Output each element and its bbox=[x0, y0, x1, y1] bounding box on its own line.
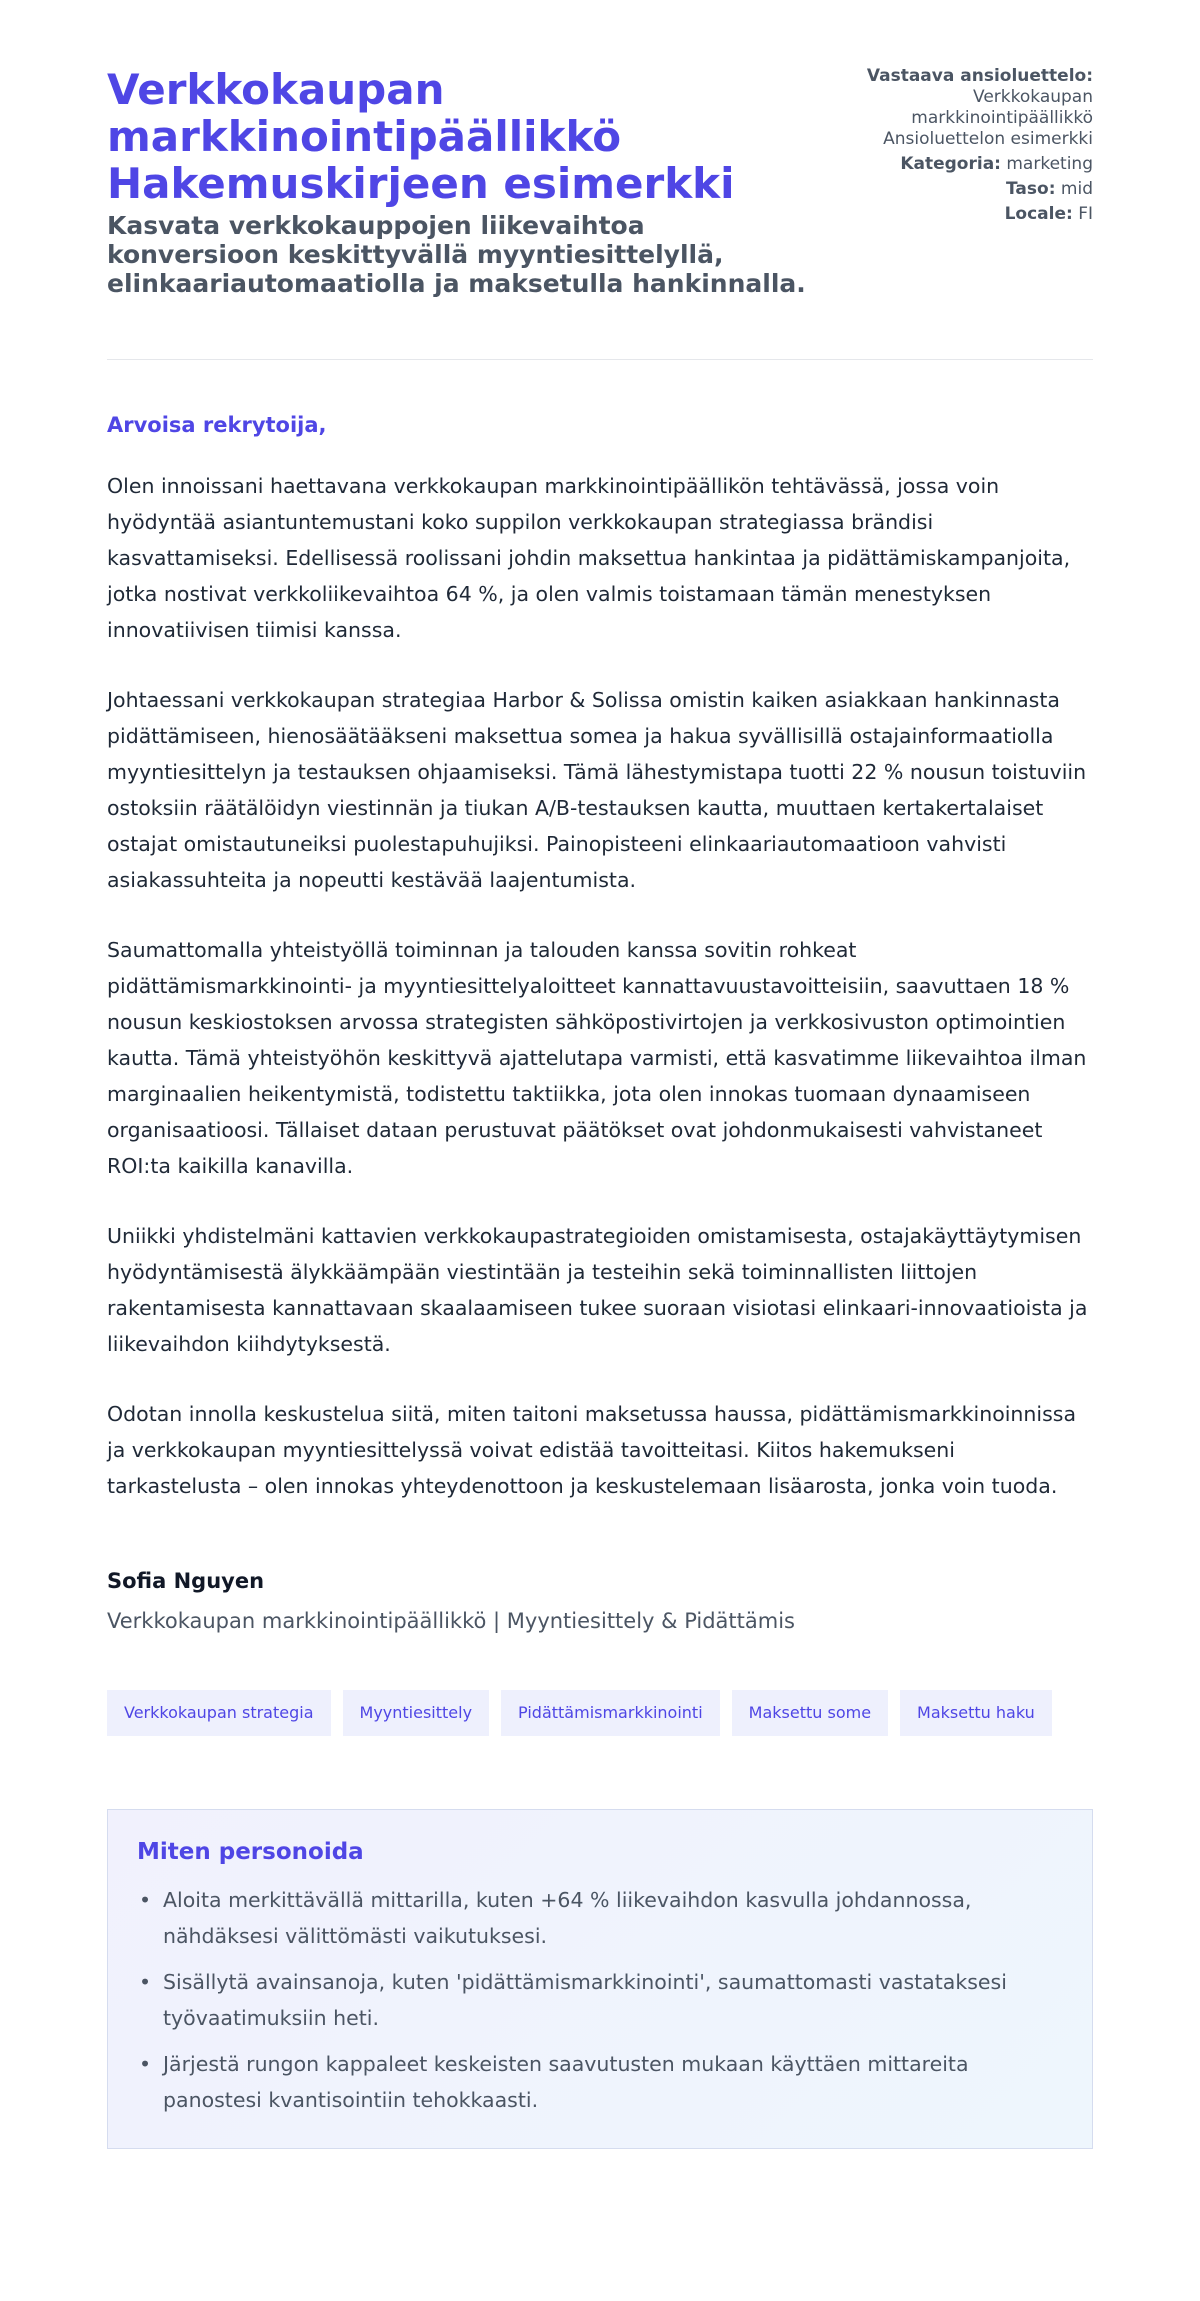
signature-name: Sofia Nguyen bbox=[107, 1569, 265, 1593]
letter-paragraph: Uniikki yhdistelmäni kattavien verkkokaupastrategioiden omistamisesta, ostajakäyttäytymisen hyödyntämisestä älykkäämpään viestintään ja testeihin sekä toiminnallisten liittojen rakentamisesta kannattavaan skaalaamiseen tukee suoraan visiotasi elinkaari-innovaatioista ja liikevaihdon kiihdytyksestä. bbox=[107, 1224, 1088, 1356]
personalization-tips-box bbox=[107, 1809, 1093, 2149]
page-subtitle: Kasvata verkkokauppojen liikevaihtoa konversioon keskittyvällä myyntiesittelyllä, elinkaariautomaatiolla ja maksetulla hankinnalla. bbox=[107, 211, 806, 298]
tips-item-text: Sisällytä avainsanoja, kuten 'pidättämismarkkinointi', saumattomasti vastataksesi työvaatimuksiin heti. bbox=[163, 1970, 1007, 2030]
meta-category-label: Kategoria: bbox=[900, 154, 1001, 174]
bullet-icon: • bbox=[139, 1888, 152, 1912]
meta-level-value: mid bbox=[1060, 179, 1093, 199]
meta-locale-value: FI bbox=[1078, 204, 1093, 224]
letter-paragraph: Johtaessani verkkokaupan strategiaa Harbor & Solissa omistin kaiken asiakkaan hankinnasta pidättämiseen, hienosäätääkseni maksettua somea ja hakua syvällisillä ostajainformaatiolla myyntiesittelyn ja testauksen ohjaamiseksi. Tämä lähestymistapa tuotti 22 % nousun toistuviin ostoksiin räätälöidyn viestinnän ja tiukan A/B-testauksen kautta, muuttaen kertakertalaiset ostajat omistautuneiksi puolestapuhujiksi. Painopisteeni elinkaariautomaatioon vahvisti asiakassuhteita ja nopeutti kestävää laajentumista. bbox=[107, 688, 1087, 892]
tips-item bbox=[137, 1964, 1064, 2036]
letter-paragraph: Olen innoissani haettavana verkkokaupan markkinointipäällikön tehtävässä, jossa voin hyödyntää asiantuntemustani koko suppilon verkkokaupan strategiassa brändisi kasvattamiseksi. Edellisessä roolissani johdin maksettua hankintaa ja pidättämiskampanjoita, jotka nostivat verkkoliikevaihtoa 64 %, ja olen valmis toistamaan tämän menestyksen innovatiivisen tiimisi kanssa. bbox=[107, 474, 1071, 642]
tips-list bbox=[137, 1882, 1064, 2118]
letter-paragraph: Odotan innolla keskustelua siitä, miten taitoni maksetussa haussa, pidättämismarkkinoinnissa ja verkkokaupan myyntiesittelyssä voivat edistää tavoitteitasi. Kiitos hakemukseni tarkastelusta – olen innokas yhteydenottoon ja keskustelemaan lisäarosta, jonka voin tuoda. bbox=[107, 1402, 1077, 1498]
meta-level-label: Taso: bbox=[1006, 179, 1056, 199]
meta-resume bbox=[833, 66, 1093, 150]
meta-resume-label: Vastaava ansioluettelo: bbox=[866, 66, 1093, 86]
meta-level bbox=[833, 179, 1093, 200]
meta-resume-value: Verkkokaupan markkinointipäällikkö bbox=[911, 87, 1093, 128]
meta-category bbox=[833, 154, 1093, 175]
tips-item-text: Järjestä rungon kappaleet keskeisten saavutusten mukaan käyttäen mittareita panostesi kvantisointiin tehokkaasti. bbox=[163, 2052, 969, 2112]
meta-category-value: marketing bbox=[1006, 154, 1093, 174]
tips-title: Miten personoida bbox=[137, 1839, 364, 1865]
letter-paragraph: Saumattomalla yhteistyöllä toiminnan ja talouden kanssa sovitin rohkeat pidättämismarkkinointi- ja myyntiesittelyaloitteet kannattavuustavoitteisiin, saavuttaen 18 % nousun keskiostoksen arvossa strategisten sähköpostivirtojen ja verkkosivuston optimointien kautta. Tämä yhteistyöhön keskittyvä ajattelutapa varmisti, että kasvatimme liikevaihtoa ilman marginaalien heikentymistä, todistettu taktiikka, jota olen innokas tuomaan dynaamiseen organisaatioosi. Tällaiset dataan perustuvat päätökset ovat johdonmukaisesti vahvistaneet ROI:ta kaikilla kanavilla. bbox=[107, 938, 1087, 1178]
skill-tag: Myyntiesittely bbox=[343, 1690, 490, 1736]
document-header bbox=[107, 0, 1093, 360]
meta-locale-label: Locale: bbox=[1004, 204, 1073, 224]
tips-item bbox=[137, 2046, 1064, 2118]
bullet-icon: • bbox=[139, 1970, 152, 1994]
skill-tag: Verkkokaupan strategia bbox=[107, 1690, 331, 1736]
meta-locale bbox=[833, 204, 1093, 225]
signature-block bbox=[107, 1568, 1093, 1634]
signature-title: Verkkokaupan markkinointipäällikkö | Myyntiesittely & Pidättämis bbox=[107, 1609, 795, 1633]
meta-panel bbox=[833, 66, 1093, 229]
tips-item-text: Aloita merkittävällä mittarilla, kuten +64 % liikevaihdon kasvulla johdannossa, nähdäksesi välittömästi vaikutuksesi. bbox=[163, 1888, 972, 1948]
skill-tags bbox=[107, 1690, 1093, 1736]
bullet-icon: • bbox=[139, 2052, 152, 2076]
meta-resume-value-2: Ansioluettelon esimerkki bbox=[883, 129, 1093, 149]
tips-item bbox=[137, 1882, 1064, 1954]
letter-body bbox=[107, 468, 1093, 1504]
skill-tag: Maksettu haku bbox=[900, 1690, 1052, 1736]
skill-tag: Maksettu some bbox=[732, 1690, 888, 1736]
skill-tag: Pidättämismarkkinointi bbox=[501, 1690, 720, 1736]
letter-greeting: Arvoisa rekrytoija, bbox=[107, 413, 327, 437]
page-title: Verkkokaupan markkinointipäällikkö Hakemuskirjeen esimerkki bbox=[107, 65, 735, 208]
